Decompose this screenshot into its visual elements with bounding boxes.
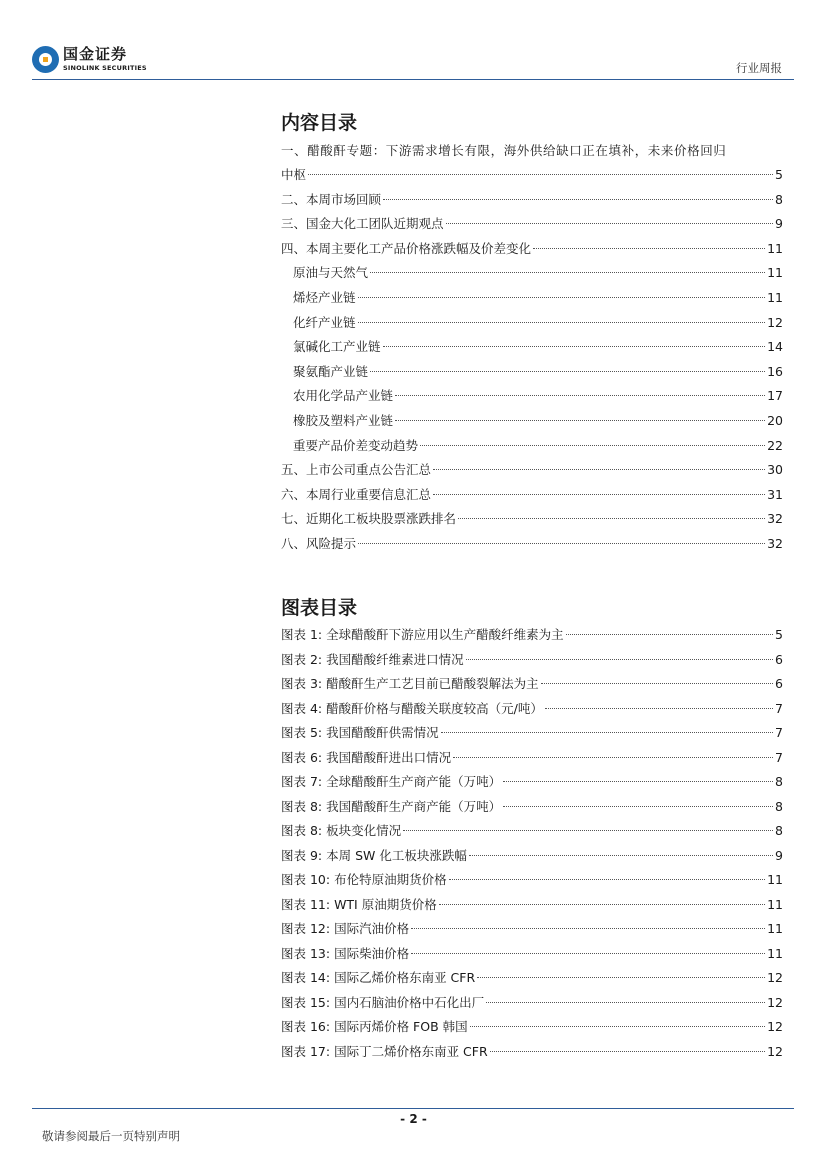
entry-page-number: 7	[775, 700, 783, 716]
entry-label: 图表 3: 醋酸酐生产工艺目前已醋酸裂解法为主	[281, 676, 539, 691]
page-header	[0, 0, 827, 82]
figure-item[interactable]	[281, 822, 783, 840]
figure-item[interactable]	[281, 1043, 783, 1061]
entry-label: 七、近期化工板块股票涨跌排名	[281, 511, 457, 527]
figure-item[interactable]	[281, 749, 783, 767]
entry-page-number: 12	[767, 970, 783, 985]
company-logo	[32, 46, 147, 73]
entry-page-number: 22	[767, 437, 783, 453]
entry-page-number: 12	[767, 1019, 783, 1034]
entry-label: 图表 14: 国际乙烯价格东南亚 CFR	[281, 970, 476, 985]
figure-item[interactable]	[281, 896, 783, 914]
entry-label: 图表 7: 全球醋酸酐生产商产能（万吨）	[281, 774, 502, 789]
entry-label: 图表 8: 我国醋酸酐生产商产能（万吨）	[281, 798, 502, 814]
entry-label: 四、本周主要化工产品价格涨跌幅及价差变化	[281, 240, 532, 256]
toc-item[interactable]	[293, 289, 783, 307]
toc-item[interactable]	[293, 412, 783, 430]
dot-leader	[486, 1002, 765, 1003]
entry-page-number: 11	[767, 290, 783, 305]
entry-label: 图表 4: 醋酸酐价格与醋酸关联度较高（元/吨）	[281, 700, 543, 716]
entry-label: 二、本周市场回顾	[281, 191, 382, 207]
entry-page-number: 32	[767, 511, 783, 527]
entry-page-number: 12	[767, 1043, 783, 1059]
dot-leader	[439, 904, 765, 905]
entry-label: 农用化学品产业链	[293, 388, 394, 404]
toc-item[interactable]	[281, 191, 783, 209]
dot-leader	[449, 879, 766, 880]
report-type: 行业周报	[736, 61, 782, 75]
figure-item[interactable]	[281, 969, 783, 987]
dot-leader	[411, 928, 765, 929]
figure-item[interactable]	[281, 724, 783, 742]
dot-leader	[446, 223, 774, 224]
dot-leader	[383, 346, 766, 347]
entry-label: 图表 8: 板块变化情况	[281, 823, 402, 838]
entry-label: 图表 13: 国际柴油价格	[281, 945, 410, 961]
figure-item[interactable]	[281, 945, 783, 963]
dot-leader	[541, 683, 773, 684]
dot-leader	[358, 297, 766, 298]
dot-leader	[470, 1026, 765, 1027]
entry-page-number: 14	[767, 339, 783, 355]
dot-leader	[383, 199, 773, 200]
dot-leader	[358, 543, 765, 544]
toc-title: 内容目录	[281, 112, 358, 134]
dot-leader	[566, 634, 773, 635]
entry-label: 图表 16: 国际丙烯价格 FOB 韩国	[281, 1019, 468, 1034]
entry-page-number: 7	[775, 725, 783, 740]
entry-page-number: 9	[775, 216, 783, 232]
entry-page-number: 6	[775, 651, 783, 667]
disclaimer: 敬请参阅最后一页特别声明	[42, 1129, 180, 1143]
dot-leader	[441, 732, 773, 733]
entry-label: 中枢	[281, 167, 307, 182]
entry-page-number: 16	[767, 363, 783, 379]
figure-item[interactable]	[281, 700, 783, 718]
dot-leader	[433, 494, 765, 495]
figure-item[interactable]	[281, 1018, 783, 1036]
entry-page-number: 12	[767, 994, 783, 1010]
entry-page-number: 11	[767, 872, 783, 887]
entry-page-number: 12	[767, 314, 783, 330]
dot-leader	[403, 830, 773, 831]
dot-leader	[490, 1051, 765, 1052]
entry-page-number: 9	[775, 847, 783, 863]
entry-page-number: 5	[775, 167, 783, 182]
entry-label: 烯烃产业链	[293, 290, 356, 305]
entry-page-number: 11	[767, 945, 783, 961]
dot-leader	[458, 518, 765, 519]
figure-item[interactable]	[281, 626, 783, 644]
entry-label: 氯碱化工产业链	[293, 339, 381, 355]
entry-label: 图表 11: WTI 原油期货价格	[281, 896, 437, 912]
entry-label: 图表 6: 我国醋酸酐进出口情况	[281, 749, 452, 765]
toc-item[interactable]	[293, 338, 783, 356]
dot-leader	[503, 806, 773, 807]
entry-label: 五、上市公司重点公告汇总	[281, 462, 432, 478]
entry-label: 图表 5: 我国醋酸酐供需情况	[281, 725, 439, 740]
entry-page-number: 7	[775, 749, 783, 765]
entry-label: 图表 10: 布伦特原油期货价格	[281, 872, 447, 887]
dot-leader	[545, 708, 773, 709]
dot-leader	[477, 977, 765, 978]
entry-label: 化纤产业链	[293, 314, 356, 330]
entry-label: 三、国金大化工团队近期观点	[281, 216, 444, 232]
entry-label: 重要产品价差变动趋势	[293, 437, 419, 453]
entry-label: 八、风险提示	[281, 536, 357, 551]
entry-label: 图表 17: 国际丁二烯价格东南亚 CFR	[281, 1043, 488, 1059]
entry-page-number: 11	[767, 921, 783, 936]
entry-label: 六、本周行业重要信息汇总	[281, 486, 432, 502]
figure-item[interactable]	[281, 798, 783, 816]
entry-label: 图表 1: 全球醋酸酐下游应用以生产醋酸纤维素为主	[281, 627, 564, 642]
figure-item[interactable]	[281, 847, 783, 865]
entry-label: 图表 2: 我国醋酸纤维素进口情况	[281, 651, 464, 667]
toc-item[interactable]	[281, 510, 783, 528]
entry-page-number: 30	[767, 462, 783, 478]
toc-item[interactable]	[293, 363, 783, 381]
entry-page-number: 11	[767, 265, 783, 281]
entry-page-number: 8	[775, 191, 783, 207]
figure-item[interactable]	[281, 675, 783, 693]
toc-item[interactable]	[281, 240, 783, 258]
entry-page-number: 17	[767, 388, 783, 404]
dot-leader	[370, 272, 765, 273]
toc-item[interactable]	[293, 437, 783, 455]
entry-page-number: 5	[775, 627, 783, 642]
dot-leader	[395, 395, 765, 396]
toc-item[interactable]	[293, 264, 783, 282]
entry-page-number: 8	[775, 823, 783, 838]
footer-divider	[32, 1108, 794, 1109]
entry-label: 图表 9: 本周 SW 化工板块涨跌幅	[281, 847, 467, 863]
entry-page-number: 11	[767, 240, 783, 256]
entry-label: 图表 12: 国际汽油价格	[281, 921, 410, 936]
dot-leader	[358, 322, 766, 323]
figure-item[interactable]	[281, 994, 783, 1012]
dot-leader	[433, 469, 765, 470]
dot-leader	[308, 174, 773, 175]
toc-item[interactable]	[293, 387, 783, 405]
page-number: - 2 -	[400, 1112, 427, 1126]
entry-page-number: 31	[767, 486, 783, 502]
logo-icon	[32, 46, 59, 73]
dot-leader	[370, 371, 765, 372]
toc-item[interactable]	[281, 461, 783, 479]
entry-page-number: 32	[767, 536, 783, 551]
toc-item[interactable]	[281, 486, 783, 504]
logo-en-text: SINOLINK SECURITIES	[63, 64, 147, 73]
figure-item[interactable]	[281, 773, 783, 791]
dot-leader	[420, 445, 765, 446]
header-divider	[32, 79, 794, 80]
dot-leader	[469, 855, 773, 856]
dot-leader	[503, 781, 773, 782]
dot-leader	[411, 953, 765, 954]
toc-item[interactable]	[281, 535, 783, 553]
entry-label: 原油与天然气	[293, 265, 369, 281]
dot-leader	[533, 248, 765, 249]
entry-label: 橡胶及塑料产业链	[293, 413, 394, 428]
entry-label: 聚氨酯产业链	[293, 363, 369, 379]
figures-title: 图表目录	[281, 597, 358, 619]
dot-leader	[395, 420, 765, 421]
figure-item[interactable]	[281, 871, 783, 889]
dot-leader	[453, 757, 773, 758]
entry-page-number: 11	[767, 896, 783, 912]
logo-cn-text: 国金证券	[63, 45, 128, 64]
entry-page-number: 8	[775, 798, 783, 814]
toc-item-1-line1[interactable]: 一、醋酸酐专题：下游需求增长有限，海外供给缺口正在填补，未来价格回归	[281, 143, 727, 158]
entry-label: 图表 15: 国内石脑油价格中石化出厂	[281, 994, 485, 1010]
entry-page-number: 20	[767, 413, 783, 428]
toc-item[interactable]	[281, 166, 783, 184]
dot-leader	[466, 659, 773, 660]
toc-item[interactable]	[293, 314, 783, 332]
entry-page-number: 8	[775, 774, 783, 789]
toc-item[interactable]	[281, 215, 783, 233]
figure-item[interactable]	[281, 920, 783, 938]
figure-item[interactable]	[281, 651, 783, 669]
entry-page-number: 6	[775, 676, 783, 691]
